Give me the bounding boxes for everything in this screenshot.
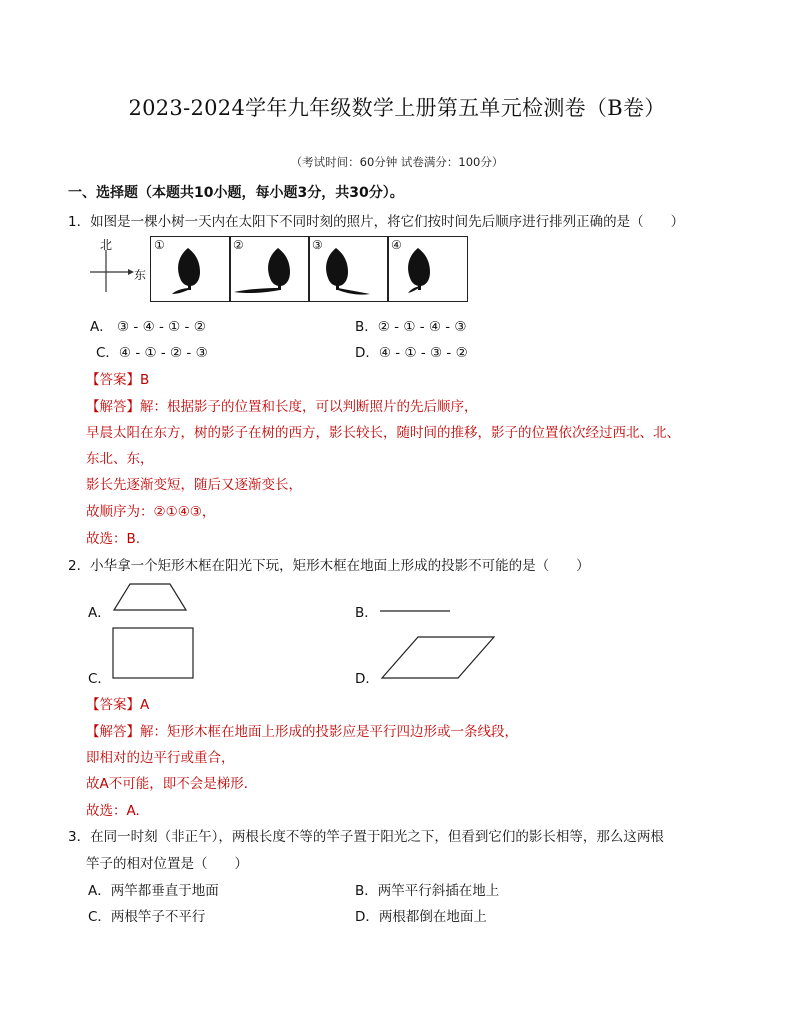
trapezoid-figure	[110, 582, 190, 614]
rectangle-figure	[110, 626, 198, 682]
segment-figure	[378, 604, 454, 614]
photo-label-1: ①	[154, 238, 165, 252]
q3-option-b[interactable]: B．两竿平行斜插在地上	[355, 883, 500, 899]
q1-analysis-line: 故选：B.	[86, 531, 141, 547]
q3-stem-line: 3．在同一时刻（非正午），两根长度不等的竿子置于阳光之下，但看到它们的影长相等，那么这两根	[68, 829, 664, 845]
q1-option-d[interactable]: D．④ - ① - ③ - ②	[355, 345, 468, 361]
q1-stem: 1．如图是一棵小树一天内在太阳下不同时刻的照片，将它们按时间先后顺序进行排列正确的是（ ）	[68, 214, 685, 230]
q1-option-b[interactable]: B．② - ① - ④ - ③	[355, 319, 467, 335]
photo-divider	[229, 236, 231, 301]
q2-analysis-line: 即相对的边平行或重合，	[86, 750, 235, 766]
q3-option-c[interactable]: C．两根竿子不平行	[88, 909, 206, 925]
q2-option-d[interactable]: D．	[355, 671, 379, 687]
compass-east-label: 东	[134, 268, 147, 282]
photo-divider	[308, 236, 310, 301]
tree-photo-4	[396, 246, 456, 298]
q2-analysis-line: 故选：A.	[86, 803, 140, 819]
q1-option-c[interactable]: C．④ - ① - ② - ③	[96, 345, 208, 361]
q2-option-b[interactable]: B．	[355, 605, 378, 621]
q1-option-a[interactable]: A． ③ - ④ - ① - ②	[90, 319, 206, 335]
section-heading: 一、选择题（本题共10小题，每小题3分，共30分）。	[68, 185, 404, 201]
q2-option-a[interactable]: A．	[88, 605, 111, 621]
photo-label-3: ③	[312, 238, 323, 252]
q2-stem: 2．小华拿一个矩形木框在阳光下玩，矩形木框在地面上形成的投影不可能的是（ ）	[68, 558, 590, 574]
photo-label-2: ②	[233, 238, 244, 252]
q1-analysis-line: 早晨太阳在东方，树的影子在树的西方，影长较长，随时间的推移，影子的位置依次经过西北、北、	[86, 425, 680, 441]
q3-stem-line: 竿子的相对位置是（ ）	[86, 856, 248, 872]
tree-photo-2	[232, 246, 302, 298]
exam-info: （考试时间：60分钟 试卷满分：100分）	[290, 155, 504, 169]
photo-label-4: ④	[391, 238, 402, 252]
page-title: 2023-2024学年九年级数学上册第五单元检测卷（B卷）	[128, 96, 666, 120]
q1-answer: 【答案】B	[86, 372, 150, 388]
q1-analysis-line: 【解答】解：根据影子的位置和长度，可以判断照片的先后顺序，	[86, 399, 478, 415]
compass-north-label: 北	[100, 238, 113, 252]
q2-analysis-line: 故A不可能，即不会是梯形．	[86, 776, 258, 792]
parallelogram-figure	[378, 634, 498, 682]
q2-option-c[interactable]: C．	[88, 671, 111, 687]
q1-analysis-line: 故顺序为：②①④③，	[86, 504, 216, 520]
q1-analysis-line: 东北、东，	[86, 451, 154, 467]
q2-analysis-line: 【解答】解：矩形木框在地面上形成的投影应是平行四边形或一条线段，	[86, 724, 518, 740]
tree-photo-1	[162, 246, 222, 298]
tree-photo-3	[314, 246, 374, 298]
q3-option-d[interactable]: D．两根都倒在地面上	[355, 909, 487, 925]
photo-divider	[387, 236, 389, 301]
q2-answer: 【答案】A	[86, 697, 150, 713]
q3-option-a[interactable]: A．两竿都垂直于地面	[88, 883, 219, 899]
q1-analysis-line: 影长先逐渐变短，随后又逐渐变长，	[86, 477, 302, 493]
